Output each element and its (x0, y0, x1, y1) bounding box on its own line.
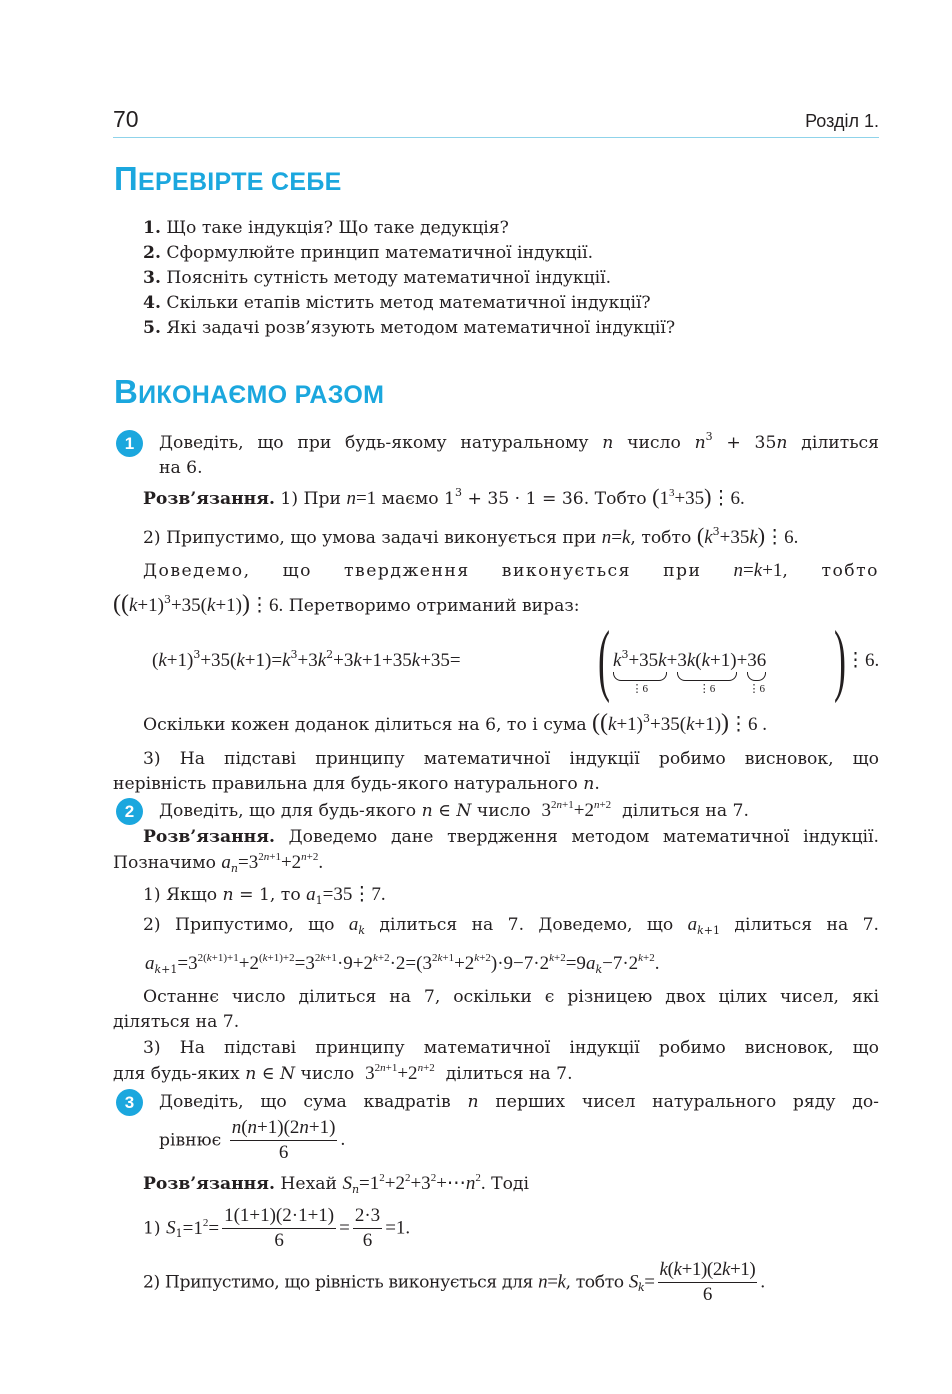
task1-solution-step1: Розв’язання. 1) При n=1 маємо $1^3 + 35 \cdot 1 = 36$. Тобто $(1^3+35)⋮6$. (143, 484, 745, 509)
task2-derivation: $a_{k+1}=3^{2(k+1)+1}+2^{(k+1)+2}=3^{2k+1}\cdot 9+2^{k+2}\cdot 2=(3^{2k+1}+2^{k+2})\cdot 9-7\cdot 2^{k+2}=9a_k-7\cdot 2^{k+2}$. (145, 952, 660, 976)
task2-denote: Позначимо $a_n=3^{2n+1}+2^{n+2}$. (113, 851, 324, 875)
task3-step2: 2) Припустимо, що рівність виконується для n=k, тобто $S_k=$ $\frac{k(k+1)(2k+1)}{6}$ . (143, 1259, 765, 1305)
task2-solution-intro: Розв’язання. Доведемо дане твердження методом математичної індукції. (143, 827, 880, 847)
task3-solution-intro: Розв’язання. Нехай $S_n=1^2+2^2+3^2+\cdots n^2$. Тоді (143, 1172, 530, 1196)
task2-step2: 2) Припустимо, що $a_k$ ділиться на 7. Доведемо, що $a_{k+1}$ ділиться на 7. (143, 914, 879, 937)
task1-expansion-formula: $(k+1)^3+35(k+1)=k^3+3k^2+3k+1+35k+35=$ (152, 648, 461, 671)
task-badge-1: 1 (116, 430, 143, 457)
page-number: 70 (113, 106, 139, 132)
task3-step1: 1) $S_1=1^2=$ $\frac{1(1+1)(2\cdot 1+1)}{6}$ = $\frac{2\cdot 3}{6}$ =1. (143, 1205, 411, 1251)
task3-statement: Доведіть, що сума квадратів n перших чисел натурального ряду до- (159, 1092, 879, 1112)
task1-solution-step5: Оскільки кожен доданок ділиться на 6, то і сума $((k+1)^3+35(k+1))⋮6$ . (143, 710, 768, 736)
task1-solution-step4: $((k+1)^3+35(k+1))⋮6$. Перетворимо отриманий вираз: (113, 591, 580, 617)
task1-statement: Доведіть, що при будь-якому натуральному n число $n^3 + 35n$ ділиться (159, 430, 880, 453)
task2-conclusion: 3) На підставі принципу математичної індукції робимо висновок, що (143, 1038, 879, 1058)
task1-conclusion: 3) На підставі принципу математичної індукції робимо висновок, що (143, 749, 879, 769)
task2-statement: Доведіть, що для будь-якого n ∈ N число $3^{2n+1}+2^{n+2}$ ділиться на 7. (159, 799, 749, 821)
formula-big-paren-left: ( (598, 616, 610, 704)
do-together-heading: ВИКОНАЄМО РАЗОМ (114, 373, 385, 410)
task2-conclusion-cont: для будь-яких n ∈ N число $3^{2n+1}+2^{n+2}$ ділиться на 7. (113, 1062, 573, 1084)
header-rule (113, 137, 879, 138)
section-label: Розділ 1. (805, 111, 879, 131)
question-item-3: 3. Поясніть сутність методу математичної індукції. (143, 268, 612, 288)
task1-grouped-terms: $k^3+35k$ ⋮6 +3k(k+1) ⋮6 +36 ⋮6 (613, 648, 767, 695)
formula-big-paren-right: ) (834, 616, 846, 704)
task2-step1: 1) Якщо n = 1, то $a_1=35⋮7$. (143, 884, 386, 907)
task1-statement-cont: на 6. (159, 458, 203, 478)
task1-conclusion-cont: нерівність правильна для будь-якого натурального n. (113, 774, 600, 794)
term-group-3: 36 ⋮6 (747, 650, 767, 695)
task-badge-3: 3 (116, 1089, 143, 1116)
task2-step3: Останнє число ділиться на 7, оскільки є різницею двох цілих чисел, які (143, 987, 879, 1007)
question-item-4: 4. Скільки етапів містить метод математичної індукції? (143, 293, 651, 313)
task2-step3-cont: діляться на 7. (113, 1012, 240, 1032)
term-group-1: $k^3+35k$ ⋮6 (613, 648, 667, 695)
question-item-1: 1. Що таке індукція? Що таке дедукція? (143, 218, 509, 238)
question-item-2: 2. Сформулюйте принцип математичної індукції. (143, 243, 594, 263)
check-yourself-heading: ПЕРЕВІРТЕ СЕБЕ (114, 160, 342, 197)
task1-solution-step2: 2) Припустимо, що умова задачі виконується при n=k, тобто $(k^3+35k)⋮6$. (143, 523, 799, 548)
task3-statement-cont: рівнює $\frac{n(n+1)(2n+1)}{6}$ . (159, 1117, 346, 1163)
question-item-5: 5. Які задачі розв’язують методом математичної індукції? (143, 318, 676, 338)
task-badge-2: 2 (116, 798, 143, 825)
task1-solution-step3: Доведемо, що твердження виконується при n=k+1, тобто (143, 560, 879, 581)
term-group-2: 3k(k+1) ⋮6 (677, 650, 737, 695)
formula-divisibility: ⋮6. (846, 650, 880, 671)
